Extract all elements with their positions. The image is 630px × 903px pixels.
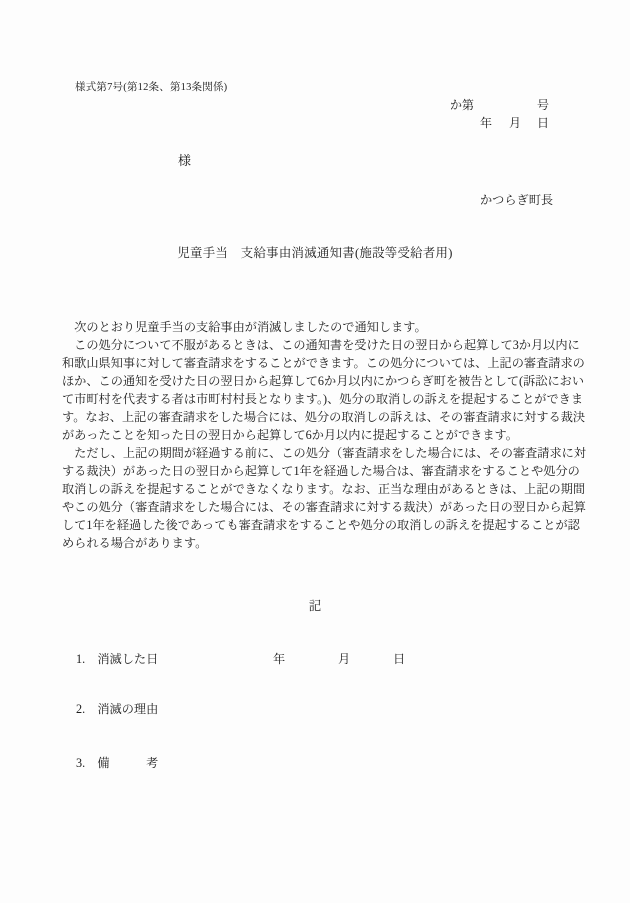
body-text-line: ただし、上記の期間が経過する前に、この処分（審査請求をした場合には、その審査請求に対 — [62, 446, 587, 460]
notice-body — [62, 318, 587, 552]
body-text-line: ほか、この通知を受けた日の翌日から起算して6か月以内にかつらぎ町を被告として(訴訟におい — [62, 374, 585, 388]
issue-date-day-label: 日 — [537, 116, 550, 130]
doc-number-prefix-label: か第 — [450, 98, 475, 112]
sender-name: かつらぎ町長 — [480, 193, 554, 207]
addressee-suffix-label: 様 — [178, 153, 192, 168]
body-text-line: この処分について不服があるときは、この通知書を受けた日の翌日から起算して3か月以内に — [62, 338, 580, 352]
ki-section-heading: 記 — [308, 599, 322, 613]
body-text-line: められる場合があります。 — [62, 536, 208, 550]
body-text-line: があったことを知った日の翌日から起算して6か月以内に提起することができます。 — [62, 428, 518, 442]
item-2-reason-label: 2. 消滅の理由 — [76, 702, 159, 716]
body-text-line: 和歌山県知事に対して審査請求をすることができます。この処分については、上記の審査請求の — [62, 356, 585, 370]
doc-number-suffix-label: 号 — [537, 98, 550, 112]
issue-date-year-label: 年 — [480, 116, 493, 130]
body-text-line: やこの処分（審査請求をした場合には、その審査請求に対する裁決）があった日の翌日から起算 — [62, 500, 586, 514]
body-text-line: する裁決）があった日の翌日から起算して1年を経過した場合は、審査請求をすることや処分の — [62, 464, 580, 478]
body-text-line: す。なお、上記の審査請求をした場合には、処分の取消しの訴えは、その審査請求に対する裁決 — [62, 410, 586, 424]
form-number-label: 様式第7号(第12条、第13条関係) — [75, 82, 228, 93]
item-1-month-label: 月 — [338, 652, 351, 666]
item-1-day-label: 日 — [393, 652, 406, 666]
item-1-year-label: 年 — [273, 652, 286, 666]
body-text-line: 次のとおり児童手当の支給事由が消滅しましたので通知します。 — [62, 320, 427, 334]
item-3-remarks-label: 3. 備 考 — [76, 756, 159, 770]
body-text-line: して1年を経過した後であっても審査請求をすることや処分の取消しの訴えを提起することが認 — [62, 518, 580, 532]
item-1-extinguished-date-label: 1. 消滅した日 — [76, 652, 159, 666]
body-text-line: て市町村を代表する者は市町村村長となります。)、処分の取消しの訴えを提起することができま — [62, 392, 584, 406]
document-title: 児童手当 支給事由消滅通知書(施設等受給者用) — [177, 246, 453, 260]
body-text-line: 取消しの訴えを提起することができなくなります。なお、正当な理由があるときは、上記の期間 — [62, 482, 586, 496]
issue-date-month-label: 月 — [509, 116, 522, 130]
